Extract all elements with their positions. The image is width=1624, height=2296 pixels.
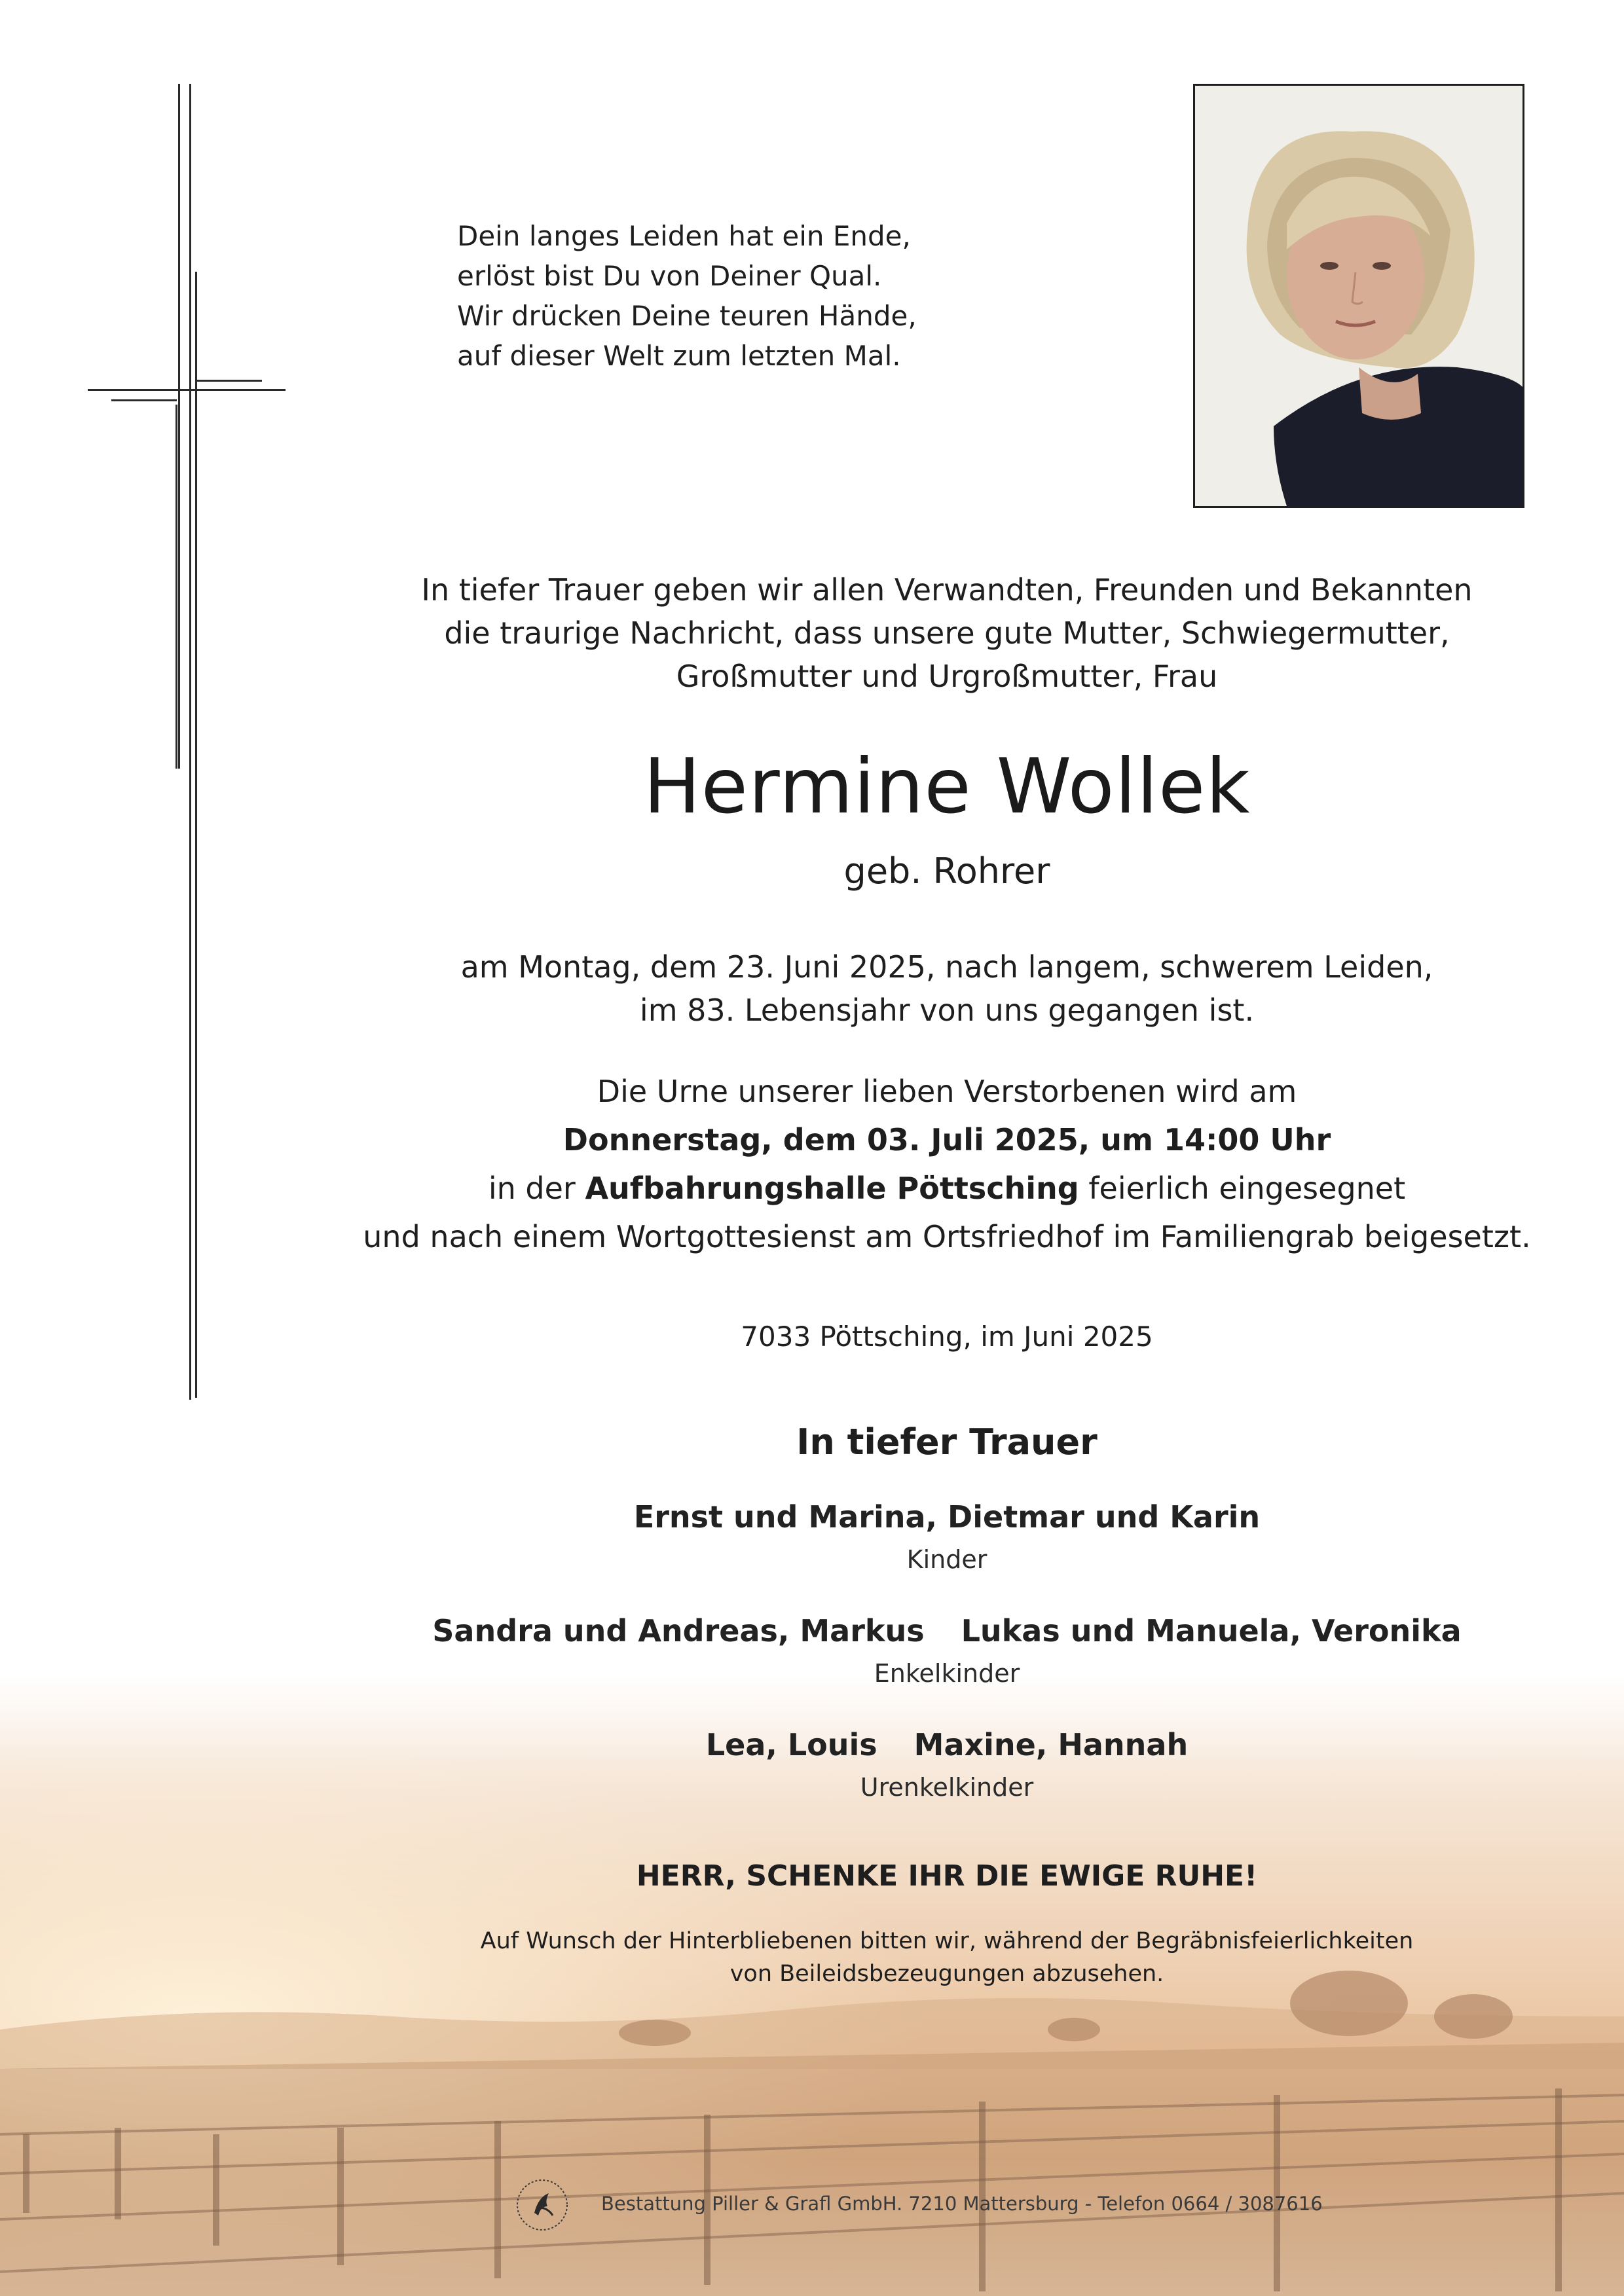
- funeral-line: Die Urne unserer lieben Verstorbenen wird am: [597, 1074, 1297, 1109]
- portrait-photo: [1193, 84, 1524, 508]
- mourners-heading: In tiefer Trauer: [796, 1421, 1098, 1463]
- funeral-date-time: [270, 1116, 1624, 1164]
- funeral-date-time-text: Donnerstag, dem 03. Juli 2025, um 14:00 Uhr: [563, 1122, 1331, 1157]
- venue-suffix: feierlich eingesegnet: [1088, 1171, 1406, 1206]
- dove-logo-icon: [515, 2178, 570, 2232]
- request-line: Auf Wunsch der Hinterbliebenen bitten wir, während der Begräbnisfeierlichkeiten: [480, 1928, 1414, 1954]
- great-grandchildren-names: [0, 1724, 1624, 1765]
- condolence-request: [0, 1925, 1624, 1990]
- funeral-line: und nach einem Wortgottesienst am Ortsfriedhof im Familiengrab beigesetzt.: [363, 1219, 1531, 1254]
- death-notice: [0, 945, 1624, 1032]
- place-date: 7033 Pöttsching, im Juni 2025: [741, 1321, 1153, 1353]
- poem-line: auf dieser Welt zum letzten Mal.: [457, 340, 901, 372]
- poem: [457, 216, 917, 376]
- funeral-home-footer: [515, 2178, 1323, 2232]
- funeral-details: [0, 1067, 1624, 1261]
- death-notice-line: am Montag, dem 23. Juni 2025, nach langem, schwerem Leiden,: [460, 949, 1433, 985]
- great-grandchildren-role: Urenkelkinder: [860, 1773, 1034, 1802]
- announcement-line: die traurige Nachricht, dass unsere gute Mutter, Schwiegermutter,: [444, 615, 1450, 651]
- children-role: Kinder: [906, 1545, 987, 1574]
- grandchildren-names-b: Lukas und Manuela, Veronika: [961, 1613, 1462, 1649]
- poem-line: erlöst bist Du von Deiner Qual.: [457, 260, 882, 292]
- children-names: Ernst und Marina, Dietmar und Karin: [633, 1499, 1261, 1535]
- request-line: von Beileidsbezeugungen abzusehen.: [729, 1961, 1164, 1987]
- grandchildren-names-a: Sandra und Andreas, Markus: [432, 1613, 925, 1649]
- poem-line: Dein langes Leiden hat ein Ende,: [457, 220, 911, 252]
- announcement: [0, 568, 1624, 698]
- blessing: HERR, SCHENKE IHR DIE EWIGE RUHE!: [636, 1859, 1258, 1893]
- great-grandchildren-names-b: Maxine, Hannah: [913, 1727, 1189, 1762]
- great-grandchildren-names-a: Lea, Louis: [705, 1727, 877, 1762]
- maiden-name: geb. Rohrer: [843, 850, 1050, 892]
- poem-line: Wir drücken Deine teuren Hände,: [457, 300, 917, 332]
- announcement-line: Großmutter und Urgroßmutter, Frau: [676, 659, 1218, 694]
- grandchildren-names: [0, 1611, 1624, 1651]
- funeral-venue-line: [270, 1164, 1624, 1212]
- funeral-venue: Aufbahrungshalle Pöttsching: [585, 1171, 1079, 1206]
- announcement-line: In tiefer Trauer geben wir allen Verwandten, Freunden und Bekannten: [421, 572, 1473, 608]
- footer-text: Bestattung Piller & Grafl GmbH. 7210 Mattersburg - Telefon 0664 / 3087616: [601, 2193, 1323, 2215]
- venue-prefix: in der: [488, 1171, 576, 1206]
- death-notice-line: im 83. Lebensjahr von uns gegangen ist.: [639, 993, 1255, 1028]
- deceased-name: Hermine Wollek: [643, 742, 1251, 831]
- grandchildren-role: Enkelkinder: [874, 1659, 1020, 1688]
